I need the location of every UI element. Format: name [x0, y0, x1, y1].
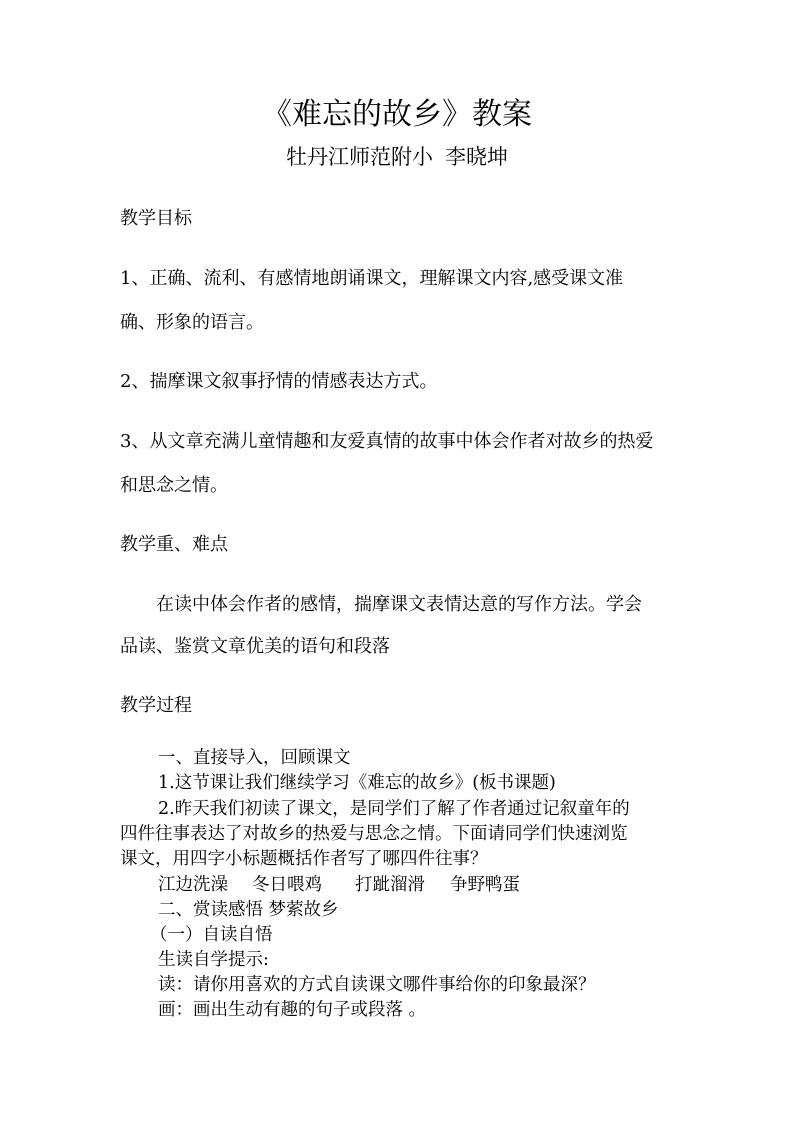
key-points-line-1: 在读中体会作者的感情，揣摩课文表情达意的写作方法。学会	[156, 594, 642, 615]
author-line	[0, 147, 794, 168]
document-title: 《难忘的故乡》教案	[262, 97, 532, 132]
author-name: 李晓坤	[445, 145, 508, 169]
objective-1-line-2: 确、形象的语言。	[120, 312, 264, 333]
process-heading: 教学过程	[120, 695, 192, 716]
step-1-2-line-2: 四件往事表达了对故乡的热爱与思念之情。下面请同学们快速浏览	[120, 824, 628, 844]
objective-3-line-1: 3、从文章充满儿童情趣和友爱真情的故事中体会作者对故乡的热爱	[120, 431, 654, 452]
objectives-heading: 教学目标	[120, 208, 192, 229]
step-1-1: 1.这节课让我们继续学习《难忘的故乡》(板书课题)	[158, 773, 556, 793]
step-2-1: （一）自读自悟	[150, 925, 273, 945]
step-1: 一、直接导入，回顾课文	[158, 748, 351, 768]
tip-read: 读：请你用喜欢的方式自读课文哪件事给你的印象最深？	[158, 975, 596, 995]
event-2: 冬日喂鸡	[252, 875, 322, 895]
key-points-heading: 教学重、难点	[120, 534, 228, 555]
step-2: 二、赏读感悟 梦萦故乡	[158, 900, 339, 920]
tips-heading: 生读自学提示:	[158, 950, 269, 970]
objective-3-line-2: 和思念之情。	[120, 475, 228, 496]
key-points-line-2: 品读、鉴赏文章优美的语句和段落	[120, 636, 390, 657]
step-1-2-line-3: 课文，用四字小标题概括作者写了哪四件往事？	[120, 849, 488, 869]
step-1-2-line-1: 2.昨天我们初读了课文，是同学们了解了作者通过记叙童年的	[158, 799, 630, 819]
objective-2: 2、揣摩课文叙事抒情的情感表达方式。	[120, 371, 438, 392]
tip-draw: 画：画出生动有趣的句子或段落 。	[158, 1000, 427, 1020]
event-3: 打跐溜滑	[355, 875, 425, 895]
objective-1-line-1: 1、正确、流利、有感情地朗诵课文，理解课文内容,感受课文准	[120, 268, 624, 289]
event-4: 争野鸭蛋	[450, 875, 520, 895]
event-1: 江边洗澡	[158, 875, 228, 895]
author-school: 牡丹江师范附小	[286, 145, 433, 169]
